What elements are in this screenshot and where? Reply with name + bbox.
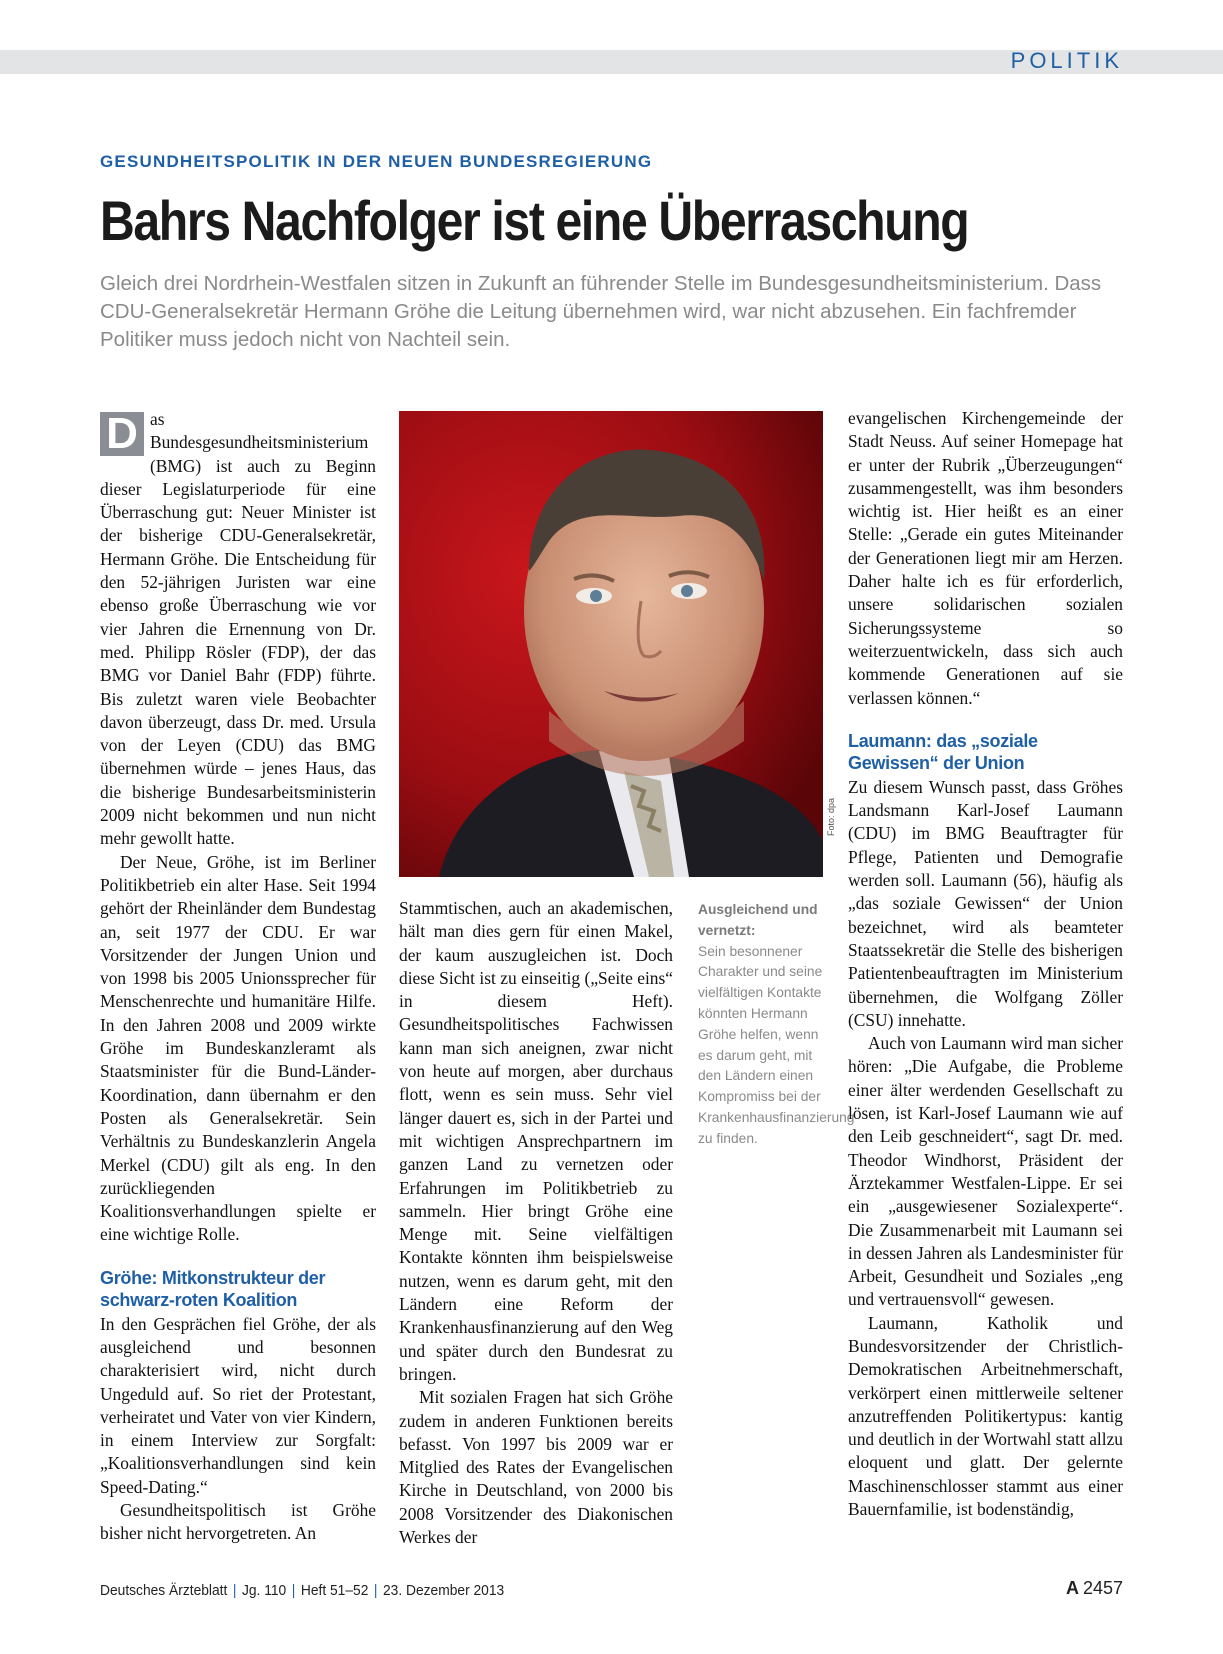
paragraph: Zu diesem Wunsch passt, dass Gröhes Landsmann Karl-Josef Laumann (CDU) im BMG Beauftragter für Pflege, Patienten und Demografie werden soll. Laumann (56), häufig als „das soziale Gewissen“ der Union bezeichnet, wird als beamteter Staatssekretär die Stelle des bisherigen Patientenbeauftragten im Ministerium übernehmen, die Wolfgang Zöller (CSU) innehatte. [848,776,1123,1030]
paragraph: Stammtischen, auch an akademischen, hält man dies gern für einen Makel, der kaum auszugleichen ist. Doch diese Sicht ist zu einseitig („Seite eins“ in diesem Heft). Gesundheitspolitisches Fachwissen kann man sich aneignen, zwar nicht von heute auf morgen, aber durchaus flott, wenn es sein muss. Sehr viel länger dauert es, sich in der Partei und mit wichtigen Ansprechpartnern im ganzen Land zu vernetzen oder Erfahrungen im Politikbetrieb zu sammeln. Hier bringt Gröhe eine Menge mit. Seine vielfältigen Kontakte könnten ihm beispielsweise nutzen, wenn es darum geht, mit den Ländern eine Reform der Krankenhausfinanzierung auf den Weg und später durch den Bundesrat zu bringen. [399,898,673,1384]
publication-name: Deutsches Ärzteblatt [100,1582,228,1599]
article-column-1 [100,408,376,1546]
article-lead: Gleich drei Nordrhein-Westfalen sitzen in Zukunft an führender Stelle im Bundesgesundheitsministerium. Dass CDU-Generalsekretär Hermann Gröhe die Leitung übernehmen wird, war nicht abzusehen. Ein fachfremder Politiker muss jedoch nicht von Nachteil sein. [100,272,1102,351]
article-column-3 [848,407,1123,1521]
portrait-illustration [399,411,823,877]
page-number-value: 2457 [1082,1578,1123,1598]
portrait-photo [399,411,823,877]
page-number [1066,1578,1123,1599]
paragraph: Laumann, Katholik und Bundesvorsitzender der Christlich-Demokratischen Arbeitnehmerschaft, verkörpert einen mittlerweile seltener anzutreffenden Politikertypus: kantig und deutlich in der Wortwahl statt allzu eloquent und glatt. Der gelernte Maschinenschlosser stammt aus einer Bauernfamilie, ist bodenständig, [848,1312,1123,1520]
footer-separator: | [232,1582,237,1599]
article-kicker: GESUNDHEITSPOLITIK IN DER NEUEN BUNDESREGIERUNG [100,152,653,171]
subheading: Gröhe: Mitkonstrukteur der schwarz-roten Koalition [100,1267,326,1310]
issue: Heft 51–52 [300,1582,369,1599]
photo-credit: Foto: dpa [826,797,836,836]
caption-text: Sein besonnener Charakter und seine vielfältigen Kontakte könnten Hermann Gröhe helfen, wenn es darum geht, mit den Ländern einen Kompromiss bei der Krankenhausfinanzierung zu finden. [698,943,855,1146]
subheading: Laumann: das „soziale Gewissen“ der Union [848,730,1038,773]
paragraph: Mit sozialen Fragen hat sich Gröhe zudem in anderen Funktionen bereits befasst. Von 1997 bis 2009 war er Mitglied des Rates der Evangelischen Kirche in Deutschland, von 2000 bis 2008 Vorsitzender des Diakonischen Werkes der [399,1387,673,1548]
paragraph: as Bundesgesundheitsministerium (BMG) ist auch zu Beginn dieser Legislaturperiode für eine Überraschung gut: Neuer Minister ist der bisherige CDU-Generalsekretär, Hermann Gröhe. Die Entscheidung für den 52-jährigen Juristen war eine ebenso große Überraschung wie vor vier Jahren die Ernennung von Dr. med. Philipp Rösler (FDP), der das BMG vor Daniel Bahr (FDP) führte. Bis zuletzt waren viele Beobachter davon überzeugt, dass Dr. med. Ursula von der Leyen (CDU) das BMG übernehmen würde – jenes Haus, das die bisherige Bundesarbeitsministerin 2009 nicht bekommen und nun nicht mehr gewollt hatte. [100,409,376,849]
paragraph: Gesundheitspolitisch ist Gröhe bisher nicht hervorgetreten. An [100,1500,376,1544]
footer-separator: | [373,1582,378,1599]
drop-cap: D [100,412,144,456]
section-label: POLITIK [1010,48,1123,73]
article-headline: Bahrs Nachfolger ist eine Überraschung [100,189,969,252]
footer-separator: | [291,1582,296,1599]
volume: Jg. 110 [241,1582,287,1599]
page-prefix: A [1065,1578,1079,1598]
paragraph: Der Neue, Gröhe, ist im Berliner Politikbetrieb ein alter Hase. Seit 1994 gehört der Rheinländer dem Bundestag an, seit 1977 der CDU. Er war Vorsitzender der Jungen Union und von 1998 bis 2005 Unionssprecher für Menschenrechte und humanitäre Hilfe. In den Jahren 2008 und 2009 wirkte Gröhe im Bundeskanzleramt als Staatsminister für die Bund-Länder-Koordination, dann übernahm er den Posten als Generalsekretär. Sein Verhältnis zu Bundeskanzlerin Angela Merkel (CDU) gilt als eng. In den zurückliegenden Koalitionsverhandlungen spielte er eine wichtige Rolle. [100,851,376,1245]
caption-title: Ausgleichend und vernetzt: [698,902,818,938]
article-column-2 [399,897,673,1549]
page-footer [100,1582,504,1599]
issue-date: 23. Dezember 2013 [383,1582,505,1599]
paragraph: evangelischen Kirchengemeinde der Stadt Neuss. Auf seiner Homepage hat er unter der Rubrik „Überzeugungen“ zusammengestellt, was ihm besonders wichtig ist. Hier heißt es an einer Stelle: „Gerade ein gutes Miteinander der Generationen liegt mir am Herzen. Daher halte ich es für erforderlich, unsere solidarischen sozialen Sicherungssysteme so weiterzuentwickeln, dass sich auch kommende Generationen auf sie verlassen können.“ [848,408,1123,708]
paragraph: Auch von Laumann wird man sicher hören: „Die Aufgabe, die Probleme einer älter werdenden Gesellschaft zu lösen, ist Karl-Josef Laumann wie auf den Leib geschneidert“, sagt Dr. med. Theodor Windhorst, Präsident der Ärztekammer Westfalen-Lippe. Er sei ein „ausgewiesener Sozialexperte“. Die Zusammenarbeit mit Laumann sei in dessen Jahren als Landesminister für Arbeit, Gesundheit und Soziales „eng und vertrauensvoll“ gewesen. [848,1033,1123,1310]
paragraph: In den Gesprächen fiel Gröhe, der als ausgleichend und besonnen charakterisiert wird, nicht durch Ungeduld auf. So riet der Protestant, verheiratet und Vater von vier Kindern, in einem Interview zur Sorgfalt: „Koalitionsverhandlungen sind kein Speed-Dating.“ [100,1313,376,1497]
photo-caption [698,900,855,1150]
